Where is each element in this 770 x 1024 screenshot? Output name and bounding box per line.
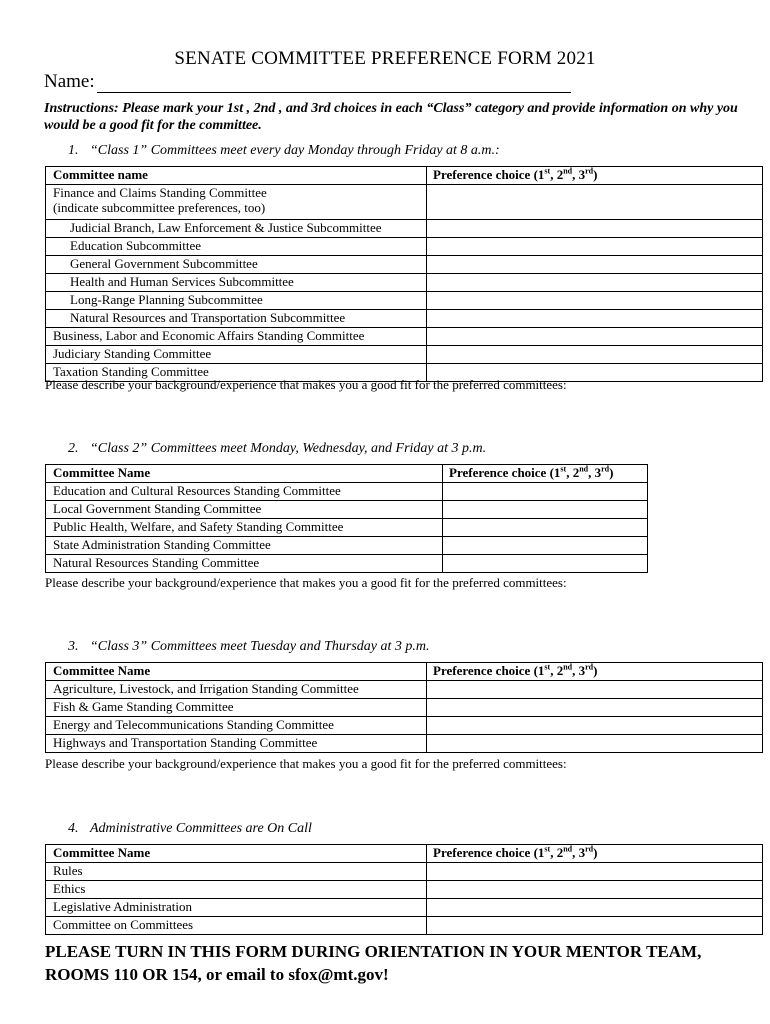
- committee-name-header: Committee name: [46, 167, 427, 185]
- table-row: [46, 346, 763, 364]
- committee-name-cell: Committee on Committees: [46, 917, 427, 935]
- submission-notice: PLEASE TURN IN THIS FORM DURING ORIENTATION IN YOUR MENTOR TEAM, ROOMS 110 OR 154, or email to sfox@mt.gov!: [45, 942, 702, 984]
- table-row: [46, 537, 648, 555]
- section-number: 1.: [68, 143, 79, 158]
- preference-input-cell[interactable]: [427, 863, 763, 881]
- committee-name-cell: Health and Human Services Subcommittee: [46, 274, 427, 292]
- table-header-row: [46, 167, 763, 185]
- section-2-heading: [68, 441, 486, 457]
- table-row: [46, 555, 648, 573]
- table-row: [46, 881, 763, 899]
- committee-name-cell: Ethics: [46, 881, 427, 899]
- preference-input-cell[interactable]: [427, 220, 763, 238]
- preference-input-cell[interactable]: [427, 917, 763, 935]
- preference-header: Preference choice (1st, 2nd, 3rd): [427, 167, 763, 185]
- committee-name-cell: General Government Subcommittee: [46, 256, 427, 274]
- committee-name-cell: Business, Labor and Economic Affairs Standing Committee: [46, 328, 427, 346]
- committee-name-cell: Energy and Telecommunications Standing Committee: [46, 717, 427, 735]
- table-row: [46, 274, 763, 292]
- table-row: [46, 501, 648, 519]
- committee-name-cell: Education and Cultural Resources Standing Committee: [46, 483, 443, 501]
- section-heading-text: “Class 3” Committees meet Tuesday and Thursday at 3 p.m.: [90, 639, 430, 654]
- committee-name-cell: Natural Resources Standing Committee: [46, 555, 443, 573]
- committee-name-cell: Public Health, Welfare, and Safety Standing Committee: [46, 519, 443, 537]
- committee-name-header: Committee Name: [46, 465, 443, 483]
- instructions-text: Instructions: Please mark your 1st , 2nd , and 3rd choices in each “Class” category and provide information on why you would be a good fit for the committee.: [44, 101, 738, 133]
- committee-name-cell: Legislative Administration: [46, 899, 427, 917]
- preference-input-cell[interactable]: [427, 185, 763, 220]
- describe-prompt-3: Please describe your background/experience that makes you a good fit for the preferred committees:: [45, 756, 567, 771]
- committee-name-header: Committee Name: [46, 663, 427, 681]
- committee-name-cell: State Administration Standing Committee: [46, 537, 443, 555]
- preference-header: Preference choice (1st, 2nd, 3rd): [443, 465, 648, 483]
- table-row: [46, 519, 648, 537]
- preference-input-cell[interactable]: [427, 328, 763, 346]
- preference-input-cell[interactable]: [427, 699, 763, 717]
- table-header-row: [46, 663, 763, 681]
- section-number: 4.: [68, 821, 79, 836]
- name-field-row: [44, 71, 571, 93]
- preference-input-cell[interactable]: [427, 899, 763, 917]
- preference-input-cell[interactable]: [443, 501, 648, 519]
- table-row: [46, 863, 763, 881]
- committee-name-cell: Rules: [46, 863, 427, 881]
- preference-input-cell[interactable]: [427, 881, 763, 899]
- committee-name-cell: Education Subcommittee: [46, 238, 427, 256]
- table-header-row: [46, 845, 763, 863]
- describe-prompt-1: Please describe your background/experience that makes you a good fit for the preferred committees:: [45, 377, 567, 392]
- class-2-table: [45, 464, 648, 573]
- section-heading-text: Administrative Committees are On Call: [90, 821, 312, 836]
- section-1-heading: [68, 143, 500, 159]
- table-row: [46, 681, 763, 699]
- table-header-row: [46, 465, 648, 483]
- class-1-table: [45, 166, 763, 382]
- committee-name-cell: Highways and Transportation Standing Committee: [46, 735, 427, 753]
- preference-input-cell[interactable]: [427, 346, 763, 364]
- section-heading-text: “Class 1” Committees meet every day Monday through Friday at 8 a.m.:: [90, 143, 500, 158]
- table-row: [46, 185, 763, 220]
- preference-input-cell[interactable]: [427, 274, 763, 292]
- name-label: Name:: [44, 71, 95, 92]
- table-row: [46, 256, 763, 274]
- table-row: [46, 328, 763, 346]
- table-row: [46, 899, 763, 917]
- table-row: [46, 220, 763, 238]
- committee-name-cell: Long-Range Planning Subcommittee: [46, 292, 427, 310]
- preference-input-cell[interactable]: [443, 537, 648, 555]
- table-row: [46, 238, 763, 256]
- committee-name-cell: Judiciary Standing Committee: [46, 346, 427, 364]
- section-4-heading: [68, 821, 312, 837]
- table-row: [46, 735, 763, 753]
- table-row: [46, 292, 763, 310]
- preference-header: Preference choice (1st, 2nd, 3rd): [427, 663, 763, 681]
- committee-name-cell: Local Government Standing Committee: [46, 501, 443, 519]
- preference-input-cell[interactable]: [427, 310, 763, 328]
- preference-input-cell[interactable]: [427, 735, 763, 753]
- committee-name-cell: Finance and Claims Standing Committee (indicate subcommittee preferences, too): [46, 185, 427, 220]
- committee-name-cell: Agriculture, Livestock, and Irrigation Standing Committee: [46, 681, 427, 699]
- preference-input-cell[interactable]: [443, 483, 648, 501]
- name-input-line[interactable]: [97, 74, 571, 93]
- table-row: [46, 717, 763, 735]
- preference-header: Preference choice (1st, 2nd, 3rd): [427, 845, 763, 863]
- committee-name-cell: Judicial Branch, Law Enforcement & Justice Subcommittee: [46, 220, 427, 238]
- form-title: SENATE COMMITTEE PREFERENCE FORM 2021: [174, 48, 596, 69]
- preference-input-cell[interactable]: [427, 717, 763, 735]
- section-number: 2.: [68, 441, 79, 456]
- section-number: 3.: [68, 639, 79, 654]
- table-row: [46, 699, 763, 717]
- describe-prompt-2: Please describe your background/experience that makes you a good fit for the preferred committees:: [45, 575, 567, 590]
- section-3-heading: [68, 639, 430, 655]
- administrative-table: [45, 844, 763, 935]
- class-3-table: [45, 662, 763, 753]
- table-row: [46, 917, 763, 935]
- table-row: [46, 483, 648, 501]
- committee-name-header: Committee Name: [46, 845, 427, 863]
- preference-input-cell[interactable]: [427, 681, 763, 699]
- preference-input-cell[interactable]: [427, 292, 763, 310]
- preference-input-cell[interactable]: [427, 238, 763, 256]
- preference-input-cell[interactable]: [427, 256, 763, 274]
- preference-input-cell[interactable]: [443, 555, 648, 573]
- committee-name-cell: Fish & Game Standing Committee: [46, 699, 427, 717]
- committee-name-cell: Natural Resources and Transportation Subcommittee: [46, 310, 427, 328]
- section-heading-text: “Class 2” Committees meet Monday, Wednesday, and Friday at 3 p.m.: [90, 441, 487, 456]
- committee-name-cell: Taxation Standing Committee: [46, 364, 427, 382]
- table-row: [46, 310, 763, 328]
- preference-input-cell[interactable]: [443, 519, 648, 537]
